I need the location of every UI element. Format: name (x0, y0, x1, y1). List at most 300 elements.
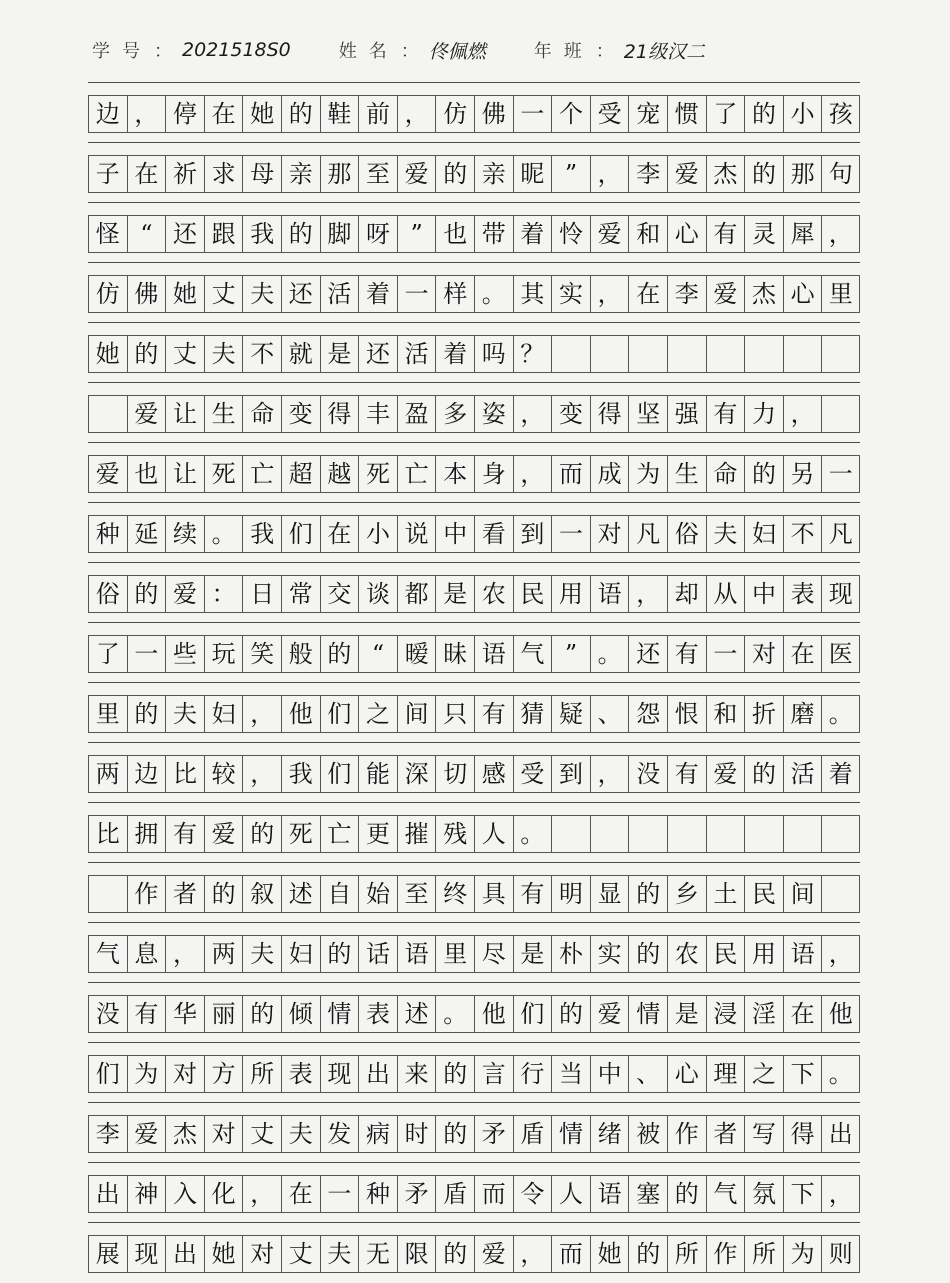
grid-cell: 华 (165, 996, 204, 1032)
grid-cell: 有 (706, 396, 745, 432)
grid-cell: 出 (165, 1236, 204, 1272)
grid-cell: 而 (551, 1236, 590, 1272)
grid-cell: ， (821, 1176, 860, 1212)
grid-cell: 死 (281, 816, 320, 852)
grid-cell: “ (127, 216, 166, 252)
grid-cell: 折 (744, 696, 783, 732)
grid-cell: 始 (358, 876, 397, 912)
grid-cell: 我 (242, 216, 281, 252)
grid-row-cells (88, 695, 860, 733)
grid-cell: 明 (551, 876, 590, 912)
grid-cell: 用 (744, 936, 783, 972)
grid-cell (706, 816, 745, 852)
grid-cell: 般 (281, 636, 320, 672)
grid-cell: “ (358, 636, 397, 672)
grid-cell: 对 (590, 516, 629, 552)
grid-cell: 者 (706, 1116, 745, 1152)
grid-cell: 能 (358, 756, 397, 792)
grid-cell: 的 (320, 936, 359, 972)
grid-row-cells (88, 635, 860, 673)
grid-cell: 对 (242, 1236, 281, 1272)
grid-cell: 夫 (706, 516, 745, 552)
grid-cell: ” (551, 636, 590, 672)
grid-cell: 出 (358, 1056, 397, 1092)
grid-cell: 延 (127, 516, 166, 552)
grid-cell: 杰 (165, 1116, 204, 1152)
grid-cell: 情 (628, 996, 667, 1032)
grid-cell: 她 (204, 1236, 243, 1272)
grid-cell: 。 (474, 276, 513, 312)
grid-cell: 的 (744, 756, 783, 792)
grid-cell (590, 336, 629, 372)
grid-row (88, 142, 860, 203)
grid-cell: 中 (435, 516, 474, 552)
grid-cell: ， (821, 936, 860, 972)
grid-cell: 在 (320, 516, 359, 552)
grid-row-cells (88, 395, 860, 433)
grid-cell: 也 (127, 456, 166, 492)
grid-cell: 夫 (165, 696, 204, 732)
grid-cell: 的 (435, 1236, 474, 1272)
grid-cell: 李 (667, 276, 706, 312)
grid-cell: 有 (474, 696, 513, 732)
grid-cell: 之 (358, 696, 397, 732)
grid-cell: 力 (744, 396, 783, 432)
grid-cell: 那 (783, 156, 822, 192)
grid-cell: 日 (242, 576, 281, 612)
grid-cell: 无 (358, 1236, 397, 1272)
grid-cell: 的 (551, 996, 590, 1032)
grid-cell: 表 (281, 1056, 320, 1092)
grid-cell: 展 (88, 1236, 127, 1272)
grid-cell: 还 (358, 336, 397, 372)
grid-cell: 活 (397, 336, 436, 372)
grid-cell: 犀 (783, 216, 822, 252)
grid-cell: 些 (165, 636, 204, 672)
grid-cell: 丈 (281, 1236, 320, 1272)
grid-cell: ： (204, 576, 243, 612)
grid-cell: 语 (590, 576, 629, 612)
grid-cell: ， (590, 156, 629, 192)
grid-row (88, 202, 860, 263)
grid-cell: 的 (628, 1236, 667, 1272)
grid-cell: 身 (474, 456, 513, 492)
grid-cell: 让 (165, 396, 204, 432)
grid-cell: 土 (706, 876, 745, 912)
grid-cell (821, 876, 860, 912)
grid-cell: 玩 (204, 636, 243, 672)
grid-cell: 朴 (551, 936, 590, 972)
grid-cell: 姿 (474, 396, 513, 432)
grid-cell: 生 (667, 456, 706, 492)
grid-row-cells (88, 1115, 860, 1153)
grid-cell: 跟 (204, 216, 243, 252)
grid-cell: 了 (706, 96, 745, 132)
grid-cell: ， (242, 1176, 281, 1212)
grid-cell: 民 (513, 576, 552, 612)
grid-cell: 的 (281, 216, 320, 252)
grid-cell: 惯 (667, 96, 706, 132)
grid-cell: 的 (744, 456, 783, 492)
grid-row-cells (88, 815, 860, 853)
grid-cell: 农 (667, 936, 706, 972)
grid-cell: 绪 (590, 1116, 629, 1152)
grid-cell: 两 (88, 756, 127, 792)
grid-cell: 杰 (706, 156, 745, 192)
grid-cell: 有 (667, 756, 706, 792)
grid-cell: 那 (320, 156, 359, 192)
grid-cell: 。 (204, 516, 243, 552)
grid-row-cells (88, 755, 860, 793)
grid-cell: 。 (590, 636, 629, 672)
grid-row (88, 622, 860, 683)
grid-cell (821, 336, 860, 372)
grid-cell: 都 (397, 576, 436, 612)
grid-cell (821, 396, 860, 432)
grid-cell: 令 (513, 1176, 552, 1212)
grid-cell (551, 336, 590, 372)
grid-cell: 氛 (744, 1176, 783, 1212)
grid-cell: 李 (628, 156, 667, 192)
grid-cell (88, 876, 127, 912)
grid-cell: 至 (358, 156, 397, 192)
grid-row-cells (88, 455, 860, 493)
grid-row (88, 322, 860, 383)
grid-row-cells (88, 515, 860, 553)
grid-cell: 残 (435, 816, 474, 852)
student-id-label: 学号 (92, 41, 152, 62)
grid-cell: 交 (320, 576, 359, 612)
grid-cell: 在 (783, 996, 822, 1032)
grid-cell: 的 (435, 156, 474, 192)
grid-cell: 种 (358, 1176, 397, 1212)
grid-cell: 妇 (204, 696, 243, 732)
grid-cell: 的 (435, 1056, 474, 1092)
grid-cell: 孩 (821, 96, 860, 132)
grid-cell: 谈 (358, 576, 397, 612)
grid-cell: 是 (320, 336, 359, 372)
grid-cell: 多 (435, 396, 474, 432)
grid-cell: 在 (281, 1176, 320, 1212)
grid-cell: 语 (783, 936, 822, 972)
grid-cell: 的 (667, 1176, 706, 1212)
grid-cell: 民 (744, 876, 783, 912)
grid-cell: 变 (551, 396, 590, 432)
grid-cell: 爱 (204, 816, 243, 852)
grid-cell: 的 (127, 336, 166, 372)
grid-cell: 叙 (242, 876, 281, 912)
grid-cell: 较 (204, 756, 243, 792)
grid-cell: 的 (281, 96, 320, 132)
grid-cell: 夫 (204, 336, 243, 372)
grid-cell: 切 (435, 756, 474, 792)
grid-cell: 得 (590, 396, 629, 432)
grid-cell: 俗 (88, 576, 127, 612)
grid-cell: 医 (821, 636, 860, 672)
grid-cell: 用 (551, 576, 590, 612)
grid-cell: 怜 (551, 216, 590, 252)
grid-cell: 亡 (242, 456, 281, 492)
grid-cell: 和 (706, 696, 745, 732)
grid-cell: ， (783, 396, 822, 432)
grid-cell: 仿 (88, 276, 127, 312)
grid-row (88, 382, 860, 443)
grid-cell (88, 396, 127, 432)
grid-cell: 写 (744, 1116, 783, 1152)
grid-cell: 爱 (165, 576, 204, 612)
grid-cell: 里 (88, 696, 127, 732)
grid-cell: 越 (320, 456, 359, 492)
grid-cell: 矛 (474, 1116, 513, 1152)
grid-cell: 现 (821, 576, 860, 612)
grid-cell: 佛 (474, 96, 513, 132)
grid-cell: 里 (435, 936, 474, 972)
grid-row (88, 862, 860, 923)
grid-row (88, 1222, 860, 1283)
grid-cell: 超 (281, 456, 320, 492)
grid-cell: 句 (821, 156, 860, 192)
grid-cell: 一 (551, 516, 590, 552)
student-id-value: 2021518S0 (182, 39, 291, 61)
grid-row-cells (88, 155, 860, 193)
grid-cell: 昧 (435, 636, 474, 672)
grid-cell: 爱 (88, 456, 127, 492)
grid-cell: 的 (127, 696, 166, 732)
grid-cell: 神 (127, 1176, 166, 1212)
grid-row-cells (88, 215, 860, 253)
grid-cell: 摧 (397, 816, 436, 852)
grid-cell: 宠 (628, 96, 667, 132)
grid-cell: 强 (667, 396, 706, 432)
grid-cell: 没 (88, 996, 127, 1032)
grid-cell (706, 336, 745, 372)
grid-cell: 行 (513, 1056, 552, 1092)
grid-cell (590, 816, 629, 852)
grid-cell: 出 (821, 1116, 860, 1152)
grid-cell: 着 (358, 276, 397, 312)
grid-cell: 盾 (435, 1176, 474, 1212)
grid-cell: 作 (127, 876, 166, 912)
grid-cell: 作 (667, 1116, 706, 1152)
grid-cell: ？ (513, 336, 552, 372)
grid-cell: 她 (88, 336, 127, 372)
grid-cell: 他 (821, 996, 860, 1032)
grid-cell: 就 (281, 336, 320, 372)
grid-cell: 呀 (358, 216, 397, 252)
grid-cell: 在 (783, 636, 822, 672)
grid-cell: 笑 (242, 636, 281, 672)
grid-cell: ， (513, 396, 552, 432)
grid-cell: 得 (783, 1116, 822, 1152)
grid-cell: 浸 (706, 996, 745, 1032)
class-field: 年班 ： 21级汉二 (534, 37, 705, 64)
grid-cell: ， (590, 756, 629, 792)
grid-cell: 丈 (242, 1116, 281, 1152)
grid-cell: 有 (165, 816, 204, 852)
grid-cell: ” (397, 216, 436, 252)
grid-row-cells (88, 995, 860, 1033)
grid-cell: 。 (513, 816, 552, 852)
grid-cell: 限 (397, 1236, 436, 1272)
grid-cell: 昵 (513, 156, 552, 192)
grid-cell: 入 (165, 1176, 204, 1212)
grid-cell: 暧 (397, 636, 436, 672)
grid-cell: 的 (628, 936, 667, 972)
grid-cell: 灵 (744, 216, 783, 252)
grid-row-cells (88, 935, 860, 973)
grid-cell: 。 (821, 696, 860, 732)
grid-cell: 盾 (513, 1116, 552, 1152)
grid-cell: 着 (821, 756, 860, 792)
grid-row (88, 1042, 860, 1103)
student-id-field: 学号 ： 2021518S0 (92, 39, 291, 62)
grid-cell: 丈 (204, 276, 243, 312)
grid-cell: 的 (320, 636, 359, 672)
grid-cell: 妇 (281, 936, 320, 972)
grid-cell: 则 (821, 1236, 860, 1272)
grid-cell: 心 (667, 216, 706, 252)
grid-cell: 李 (88, 1116, 127, 1152)
grid-cell: 爱 (474, 1236, 513, 1272)
grid-cell: 作 (706, 1236, 745, 1272)
grid-cell: 下 (783, 1056, 822, 1092)
grid-cell: 所 (744, 1236, 783, 1272)
grid-row-cells (88, 575, 860, 613)
grid-cell: 杰 (744, 276, 783, 312)
grid-cell: 活 (320, 276, 359, 312)
grid-cell: 情 (320, 996, 359, 1032)
grid-row (88, 682, 860, 743)
grid-cell: 为 (628, 456, 667, 492)
grid-cell: 有 (667, 636, 706, 672)
grid-cell: 心 (667, 1056, 706, 1092)
grid-cell: 者 (165, 876, 204, 912)
grid-row-cells (88, 275, 860, 313)
grid-cell: 母 (242, 156, 281, 192)
grid-cell: 妇 (744, 516, 783, 552)
grid-cell: 鞋 (320, 96, 359, 132)
grid-cell: 表 (783, 576, 822, 612)
grid-cell: 理 (706, 1056, 745, 1092)
grid-cell: 尽 (474, 936, 513, 972)
grid-cell (783, 336, 822, 372)
grid-cell: 丈 (165, 336, 204, 372)
grid-cell: 亡 (320, 816, 359, 852)
grid-cell: 带 (474, 216, 513, 252)
grid-cell: 的 (744, 96, 783, 132)
grid-cell: 坚 (628, 396, 667, 432)
grid-cell: 疑 (551, 696, 590, 732)
grid-cell: 受 (513, 756, 552, 792)
grid-cell: 没 (628, 756, 667, 792)
grid-cell: 间 (783, 876, 822, 912)
class-value: 21级汉二 (623, 40, 705, 63)
grid-cell: 现 (320, 1056, 359, 1092)
grid-cell: ， (590, 276, 629, 312)
grid-cell: 边 (127, 756, 166, 792)
grid-cell: 感 (474, 756, 513, 792)
grid-cell: 比 (165, 756, 204, 792)
grid-cell: 有 (706, 216, 745, 252)
grid-cell: ， (628, 576, 667, 612)
grid-cell: 两 (204, 936, 243, 972)
grid-cell: 是 (435, 576, 474, 612)
grid-cell: 语 (397, 936, 436, 972)
grid-cell: 一 (513, 96, 552, 132)
grid-cell: 生 (204, 396, 243, 432)
grid-cell: 显 (590, 876, 629, 912)
grid-cell: 着 (513, 216, 552, 252)
grid-cell: 另 (783, 456, 822, 492)
grid-cell: 和 (628, 216, 667, 252)
grid-row-cells (88, 1235, 860, 1273)
grid-cell: 凡 (628, 516, 667, 552)
grid-cell: 得 (320, 396, 359, 432)
grid-cell: 至 (397, 876, 436, 912)
grid-cell: 猜 (513, 696, 552, 732)
grid-cell: 亲 (281, 156, 320, 192)
grid-cell: 吗 (474, 336, 513, 372)
grid-cell (551, 816, 590, 852)
grid-cell: 求 (204, 156, 243, 192)
grid-cell (628, 816, 667, 852)
grid-cell: 常 (281, 576, 320, 612)
grid-cell: 民 (706, 936, 745, 972)
grid-cell: 情 (551, 1116, 590, 1152)
grid-cell: 述 (281, 876, 320, 912)
grid-cell: 、 (590, 696, 629, 732)
grid-cell: 不 (242, 336, 281, 372)
grid-cell: ” (551, 156, 590, 192)
grid-cell: 到 (551, 756, 590, 792)
grid-row (88, 82, 860, 143)
grid-cell: ， (127, 96, 166, 132)
grid-cell: 深 (397, 756, 436, 792)
grid-cell: 凡 (821, 516, 860, 552)
grid-cell: 中 (744, 576, 783, 612)
grid-cell: 语 (474, 636, 513, 672)
grid-cell: 还 (281, 276, 320, 312)
grid-cell: 成 (590, 456, 629, 492)
grid-row-cells (88, 875, 860, 913)
grid-cell: 俗 (667, 516, 706, 552)
grid-cell: 有 (513, 876, 552, 912)
grid-cell: 怨 (628, 696, 667, 732)
grid-cell: 终 (435, 876, 474, 912)
grid-row-cells (88, 95, 860, 133)
grid-cell: 她 (165, 276, 204, 312)
grid-cell: 病 (358, 1116, 397, 1152)
grid-cell: 样 (435, 276, 474, 312)
grid-cell: 发 (320, 1116, 359, 1152)
grid-cell: 不 (783, 516, 822, 552)
grid-cell: 她 (242, 96, 281, 132)
grid-cell: 夫 (242, 276, 281, 312)
grid-cell: 语 (590, 1176, 629, 1212)
grid-cell: 化 (204, 1176, 243, 1212)
grid-cell: 亡 (397, 456, 436, 492)
grid-cell: 的 (242, 816, 281, 852)
grid-row (88, 982, 860, 1043)
grid-cell: 气 (513, 636, 552, 672)
grid-cell: 爱 (397, 156, 436, 192)
form-header (92, 34, 892, 66)
grid-cell: 时 (397, 1116, 436, 1152)
grid-cell: 看 (474, 516, 513, 552)
grid-cell: 死 (204, 456, 243, 492)
grid-cell: 他 (281, 696, 320, 732)
grid-cell: 的 (127, 576, 166, 612)
